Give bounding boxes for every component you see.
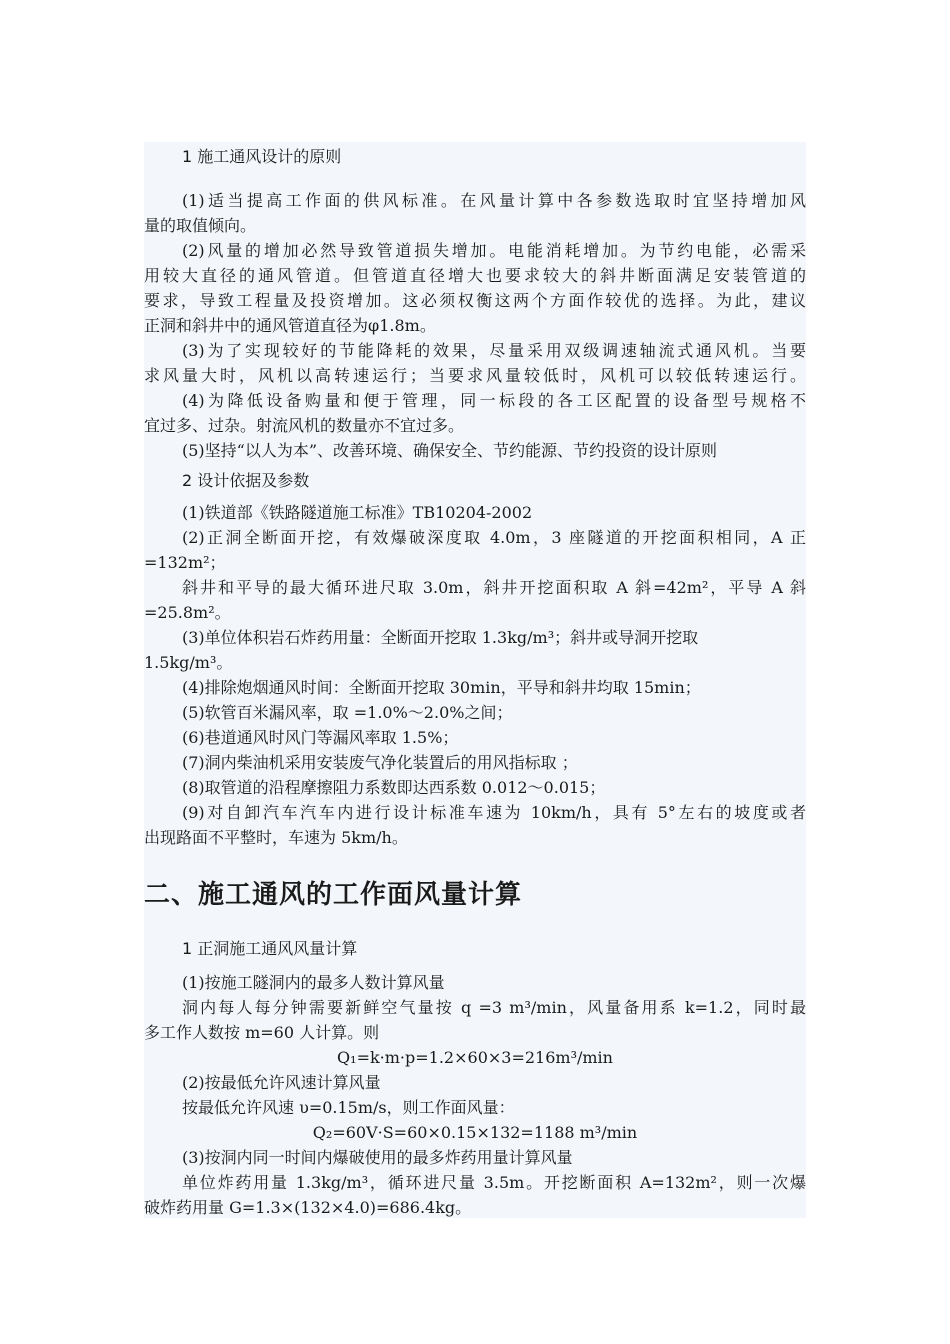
paragraph-line: (3)按洞内同一时间内爆破使用的最多炸药用量计算风量 xyxy=(182,1148,573,1167)
section-heading-airflow-calculation: 1 正洞施工通风风量计算 xyxy=(182,939,358,958)
paragraph-line: 出现路面不平整时，车速为 5km/h。 xyxy=(144,828,408,847)
formula-q2: Q₂=60V·S=60×0.15×132=1188 m³/min xyxy=(312,1123,638,1142)
paragraph-line: 洞内每人每分钟需要新鲜空气量按 q =3 m³/min，风量备用系 k=1.2，同时最 xyxy=(182,998,806,1017)
paragraph-line: =132m²； xyxy=(144,553,226,572)
paragraph-line: 宜过多、过杂。射流风机的数量亦不宜过多。 xyxy=(144,416,465,435)
paragraph-line: (3)单位体积岩石炸药用量：全断面开挖取 1.3kg/m³；斜井或导洞开挖取 xyxy=(182,628,699,647)
paragraph-line: (2)按最低允许风速计算风量 xyxy=(182,1073,381,1092)
paragraph-line: (5)软管百米漏风率，取 =1.0%～2.0%之间； xyxy=(182,703,513,722)
paragraph-line: (3)为了实现较好的节能降耗的效果，尽量采用双级调速轴流式通风机。当要 xyxy=(182,341,806,360)
paragraph-line: 正洞和斜井中的通风管道直径为φ1.8m。 xyxy=(144,316,436,335)
paragraph-line: (2)风量的增加必然导致管道损失增加。电能消耗增加。为节约电能，必需采 xyxy=(182,241,806,260)
paragraph-line: (5)坚持“以人为本”、改善环境、确保安全、节约能源、节约投资的设计原则 xyxy=(182,441,718,460)
paragraph-line: (4)为降低设备购量和便于管理，同一标段的各工区配置的设备型号规格不 xyxy=(182,391,806,410)
paragraph-line: =25.8m²。 xyxy=(144,603,231,622)
paragraph-line: (9)对自卸汽车汽车内进行设计标准车速为 10km/h，具有 5°左右的坡度或者 xyxy=(182,803,806,822)
paragraph-line: 单位炸药用量 1.3kg/m³，循环进尺量 3.5m。开挖断面积 A=132m²，则一次爆 xyxy=(182,1173,806,1192)
chapter-title: 二、施工通风的工作面风量计算 xyxy=(144,880,523,910)
paragraph-line: 多工作人数按 m=60 人计算。则 xyxy=(144,1023,380,1042)
paragraph-line: 要求，导致工程量及投资增加。这必须权衡这两个方面作较优的选择。为此，建议 xyxy=(144,291,806,310)
paragraph-line: 量的取值倾向。 xyxy=(144,216,257,235)
paragraph-line: (1)铁道部《铁路隧道施工标准》TB10204-2002 xyxy=(182,503,533,522)
section-heading-design-basis: 2 设计依据及参数 xyxy=(182,471,310,490)
paragraph-line: 求风量大时，风机以高转速运行；当要求风量较低时，风机可以较低转速运行。 xyxy=(144,366,806,385)
formula-q1: Q₁=k·m·p=1.2×60×3=216m³/min xyxy=(337,1048,613,1067)
paragraph-line: (1)按施工隧洞内的最多人数计算风量 xyxy=(182,973,445,992)
paragraph-line: 破炸药用量 G=1.3×(132×4.0)=686.4kg。 xyxy=(144,1198,472,1217)
paragraph-line: 按最低允许风速 υ=0.15m/s，则工作面风量： xyxy=(182,1098,515,1117)
paragraph-line: (8)取管道的沿程摩擦阻力系数即达西系数 0.012～0.015； xyxy=(182,778,606,797)
paragraph-line: (7)洞内柴油机采用安装废气净化装置后的用风指标取 ； xyxy=(182,753,578,772)
paragraph-line: 1.5kg/m³。 xyxy=(144,653,233,672)
paragraph-line: (1)适当提高工作面的供风标准。在风量计算中各参数选取时宜坚持增加风 xyxy=(182,191,806,210)
paragraph-line: (2)正洞全断面开挖，有效爆破深度取 4.0m，3 座隧道的开挖面积相同，A 正 xyxy=(182,528,806,547)
paragraph-line: (4)排除炮烟通风时间：全断面开挖取 30min，平导和斜井均取 15min； xyxy=(182,678,701,697)
paragraph-line: 斜井和平导的最大循环进尺取 3.0m，斜井开挖面积取 A 斜=42m²，平导 A 斜 xyxy=(182,578,806,597)
paragraph-line: 用较大直径的通风管道。但管道直径增大也要求较大的斜井断面满足安装管道的 xyxy=(144,266,806,285)
section-heading-ventilation-principles: 1 施工通风设计的原则 xyxy=(182,147,342,166)
paragraph-line: (6)巷道通风时风门等漏风率取 1.5%； xyxy=(182,728,459,747)
